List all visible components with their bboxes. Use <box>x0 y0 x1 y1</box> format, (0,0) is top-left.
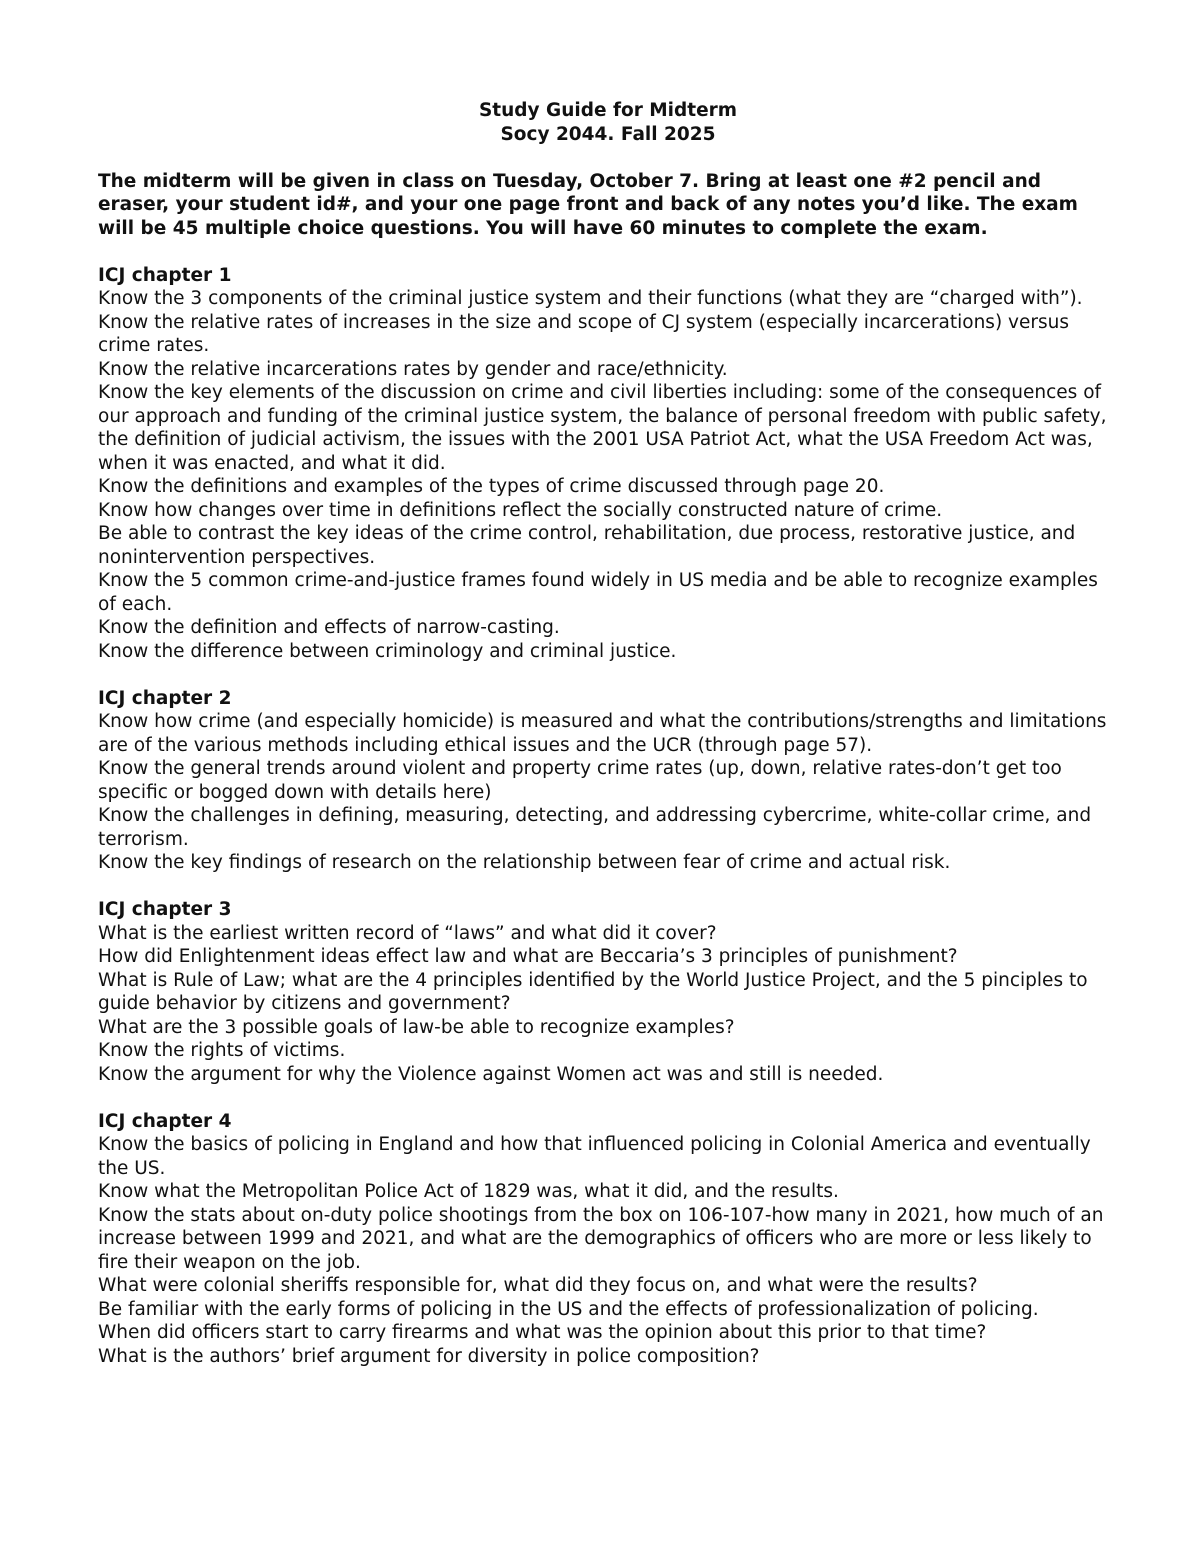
chapter-heading: ICJ chapter 1 <box>98 264 232 286</box>
study-item: Know the definitions and examples of the types of crime discussed through page 20. <box>98 476 885 497</box>
study-item: What are the 3 possible goals of law-be able to recognize examples? <box>98 1016 735 1038</box>
study-item: Know what the Metropolitan Police Act of 1829 was, what it did, and the results. <box>98 1181 839 1202</box>
study-item: Know the relative rates of increases in the size and scope of CJ system (especially incarcerations) versus crime rates. <box>98 311 1069 356</box>
study-item: Be familiar with the early forms of policing in the US and the effects of professionalization of policing. <box>98 1298 1039 1320</box>
study-item: Know the key elements of the discussion on crime and civil liberties including: some of the consequences of our approach and funding of the criminal justice system, the balance of personal freedom with public safety, the definition of judicial activism, the issues with the 2001 USA Patriot Act, what the USA Freedom Act was, when it was enacted, and what it did. <box>98 382 1107 474</box>
study-item: Know how crime (and especially homicide) is measured and what the contributions/strengths and limitations are of the various methods including ethical issues and the UCR (through page 57). <box>98 711 1107 756</box>
study-item: What is Rule of Law; what are the 4 principles identified by the World Justice Project, and the 5 pinciples to guide behavior by citizens and government? <box>98 969 1088 1014</box>
chapter-section <box>98 687 1118 875</box>
study-item: Know how changes over time in definitions reflect the socially constructed nature of crime. <box>98 499 943 521</box>
study-item: What were colonial sheriffs responsible for, what did they focus on, and what were the results? <box>98 1275 978 1296</box>
study-item: Know the general trends around violent and property crime rates (up, down, relative rates-don’t get too specific or bogged down with details here) <box>98 758 1062 803</box>
study-item: Know the challenges in defining, measuring, detecting, and addressing cybercrime, white-collar crime, and terrorism. <box>98 805 1092 850</box>
study-item: What is the authors’ brief argument for diversity in police composition? <box>98 1345 760 1367</box>
study-item: What is the earliest written record of “laws” and what did it cover? <box>98 922 717 944</box>
document-title: Study Guide for Midterm <box>478 100 738 121</box>
study-item: Be able to contrast the key ideas of the crime control, rehabilitation, due process, restorative justice, and nonintervention perspectives. <box>98 523 1076 568</box>
chapter-section <box>98 1110 1118 1369</box>
document-subtitle: Socy 2044. Fall 2025 <box>500 123 716 145</box>
study-item: When did officers start to carry firearms and what was the opinion about this prior to that time? <box>98 1322 987 1343</box>
chapter-heading: ICJ chapter 2 <box>98 687 232 709</box>
chapter-section <box>98 264 1118 664</box>
study-item: Know the difference between criminology and criminal justice. <box>98 640 677 662</box>
exam-intro: The midterm will be given in class on Tuesday, October 7. Bring at least one #2 pencil and eraser, your student id#, and your one page front and back of any notes you’d like. The exam will be 45 multiple choice questions. You will have 60 minutes to complete the exam. <box>98 170 1078 239</box>
chapter-heading: ICJ chapter 4 <box>98 1110 232 1132</box>
study-item: Know the 5 common crime-and-justice frames found widely in US media and be able to recognize examples of each. <box>98 570 1098 615</box>
chapter-section <box>98 898 1118 1086</box>
chapter-heading: ICJ chapter 3 <box>98 899 232 920</box>
study-item: Know the 3 components of the criminal justice system and their functions (what they are “charged with”). <box>98 288 1083 309</box>
study-item: Know the relative incarcerations rates by gender and race/ethnicity. <box>98 358 728 380</box>
study-item: Know the rights of victims. <box>98 1040 346 1061</box>
sections-container <box>98 264 1118 1369</box>
study-item: Know the stats about on-duty police shootings from the box on 106-107-how many in 2021, how much of an increase between 1999 and 2021, and what are the demographics of officers who are more or less likely to fire their weapon on the job. <box>98 1204 1104 1273</box>
study-item: Know the basics of policing in England and how that influenced policing in Colonial America and eventually the US. <box>98 1134 1091 1179</box>
study-item: Know the argument for why the Violence against Women act was and still is needed. <box>98 1063 884 1085</box>
study-item: How did Enlightenment ideas effect law and what are Beccaria’s 3 principles of punishment? <box>98 946 958 967</box>
document-page <box>98 99 1118 1368</box>
title-block <box>98 99 1118 146</box>
study-item: Know the definition and effects of narrow-casting. <box>98 617 560 638</box>
study-item: Know the key findings of research on the relationship between fear of crime and actual risk. <box>98 852 951 873</box>
